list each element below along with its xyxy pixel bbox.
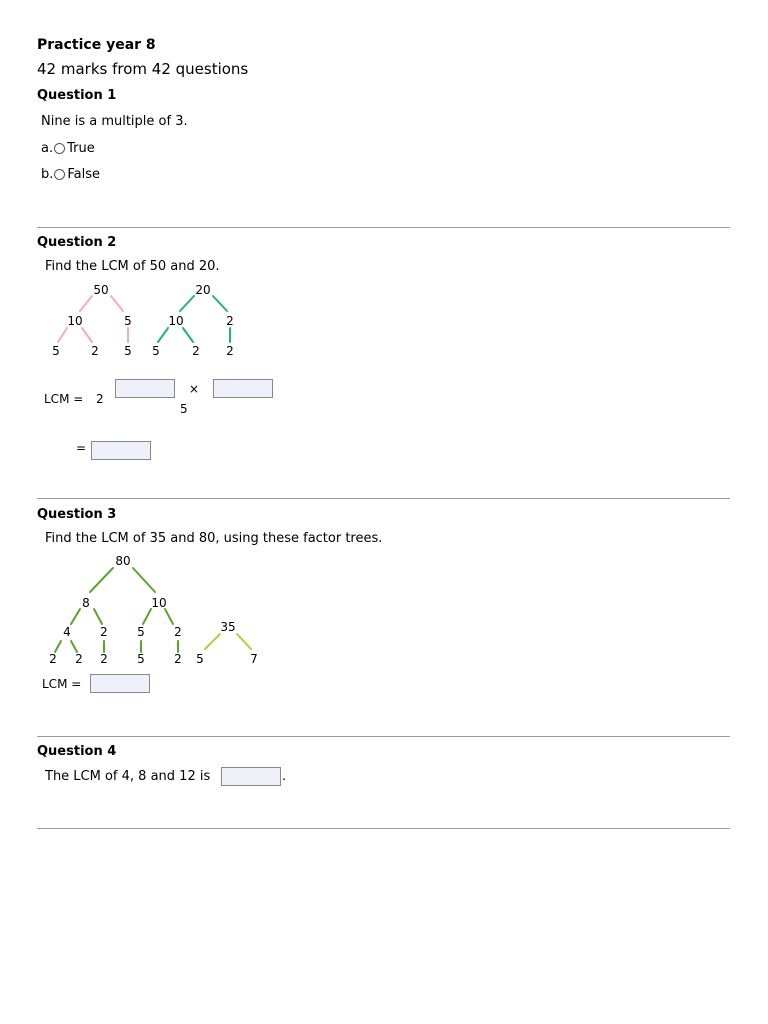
option-label: True (67, 141, 95, 156)
tree-node: 5 (124, 314, 132, 328)
question-1-heading: Question 1 (37, 88, 117, 103)
tree-node: 2 (226, 344, 234, 358)
answer-input[interactable] (213, 379, 273, 398)
answer-input[interactable] (91, 441, 151, 460)
marks-summary: 42 marks from 42 questions (37, 60, 249, 78)
tree-node: 2 (100, 625, 108, 639)
factor-trees-q2 (0, 276, 300, 366)
tree-node: 5 (52, 344, 60, 358)
divider (37, 227, 730, 228)
tree-branch (143, 609, 151, 624)
tree-branch (183, 328, 193, 342)
divider (37, 828, 730, 829)
tree-branch (80, 296, 92, 311)
tree-node: 2 (174, 652, 182, 666)
tree-node: 2 (100, 652, 108, 666)
question-3-heading: Question 3 (37, 507, 117, 522)
question-4-text: The LCM of 4, 8 and 12 is (45, 769, 211, 784)
question-2-text: Find the LCM of 50 and 20. (45, 259, 220, 274)
tree-node: 5 (196, 652, 204, 666)
tree-branch (237, 634, 251, 649)
radio-button[interactable] (54, 169, 65, 180)
tree-branch (71, 641, 77, 652)
lcm-factor: 5 (180, 402, 188, 416)
tree-node: 10 (151, 596, 167, 610)
answer-input[interactable] (221, 767, 281, 786)
tree-branch (71, 609, 80, 624)
equals-sign: = (76, 441, 87, 455)
tree-node: 2 (49, 652, 57, 666)
sentence-end: . (282, 769, 287, 784)
tree-node: 50 (93, 283, 109, 297)
tree-node: 4 (63, 625, 71, 639)
question-3-text: Find the LCM of 35 and 80, using these factor trees. (45, 531, 383, 546)
tree-node: 80 (115, 554, 131, 568)
tree-branch (205, 634, 220, 649)
question-4-heading: Question 4 (37, 744, 117, 759)
tree-node: 2 (226, 314, 234, 328)
option-label: False (67, 167, 101, 182)
tree-node: 5 (124, 344, 132, 358)
tree-node: 2 (192, 344, 200, 358)
tree-node: 10 (67, 314, 83, 328)
factor-trees-q3 (0, 548, 300, 670)
tree-node: 2 (174, 625, 182, 639)
tree-branch (213, 296, 227, 311)
tree-branch (82, 328, 92, 342)
lcm-label: LCM = (44, 392, 84, 406)
radio-button[interactable] (54, 143, 65, 154)
option-true[interactable] (41, 141, 95, 156)
tree-node: 5 (152, 344, 160, 358)
tree-branch (58, 328, 67, 342)
tree-branch (158, 328, 168, 342)
page-title: Practice year 8 (37, 37, 156, 53)
times-sign: × (189, 382, 200, 396)
option-false[interactable] (41, 167, 100, 182)
lcm-factor: 2 (96, 392, 104, 406)
tree-branch (111, 296, 123, 311)
tree-node: 5 (137, 625, 145, 639)
divider (37, 736, 730, 737)
tree-branch (90, 568, 113, 592)
divider (37, 498, 730, 499)
question-2-heading: Question 2 (37, 235, 117, 250)
tree-node: 10 (168, 314, 184, 328)
option-letter: a. (41, 141, 54, 156)
tree-node: 2 (91, 344, 99, 358)
tree-branch (133, 568, 155, 592)
tree-node: 7 (250, 652, 258, 666)
tree-branch (94, 609, 102, 624)
option-letter: b. (41, 167, 54, 182)
tree-branch (55, 641, 61, 652)
tree-node: 35 (220, 620, 236, 634)
answer-input[interactable] (115, 379, 175, 398)
tree-node: 8 (82, 596, 90, 610)
tree-node: 5 (137, 652, 145, 666)
tree-branch (165, 609, 173, 624)
tree-node: 2 (75, 652, 83, 666)
tree-branch (180, 296, 194, 311)
tree-node: 20 (195, 283, 211, 297)
answer-input[interactable] (90, 674, 150, 693)
question-1-text: Nine is a multiple of 3. (41, 114, 188, 129)
lcm-label: LCM = (42, 677, 82, 691)
